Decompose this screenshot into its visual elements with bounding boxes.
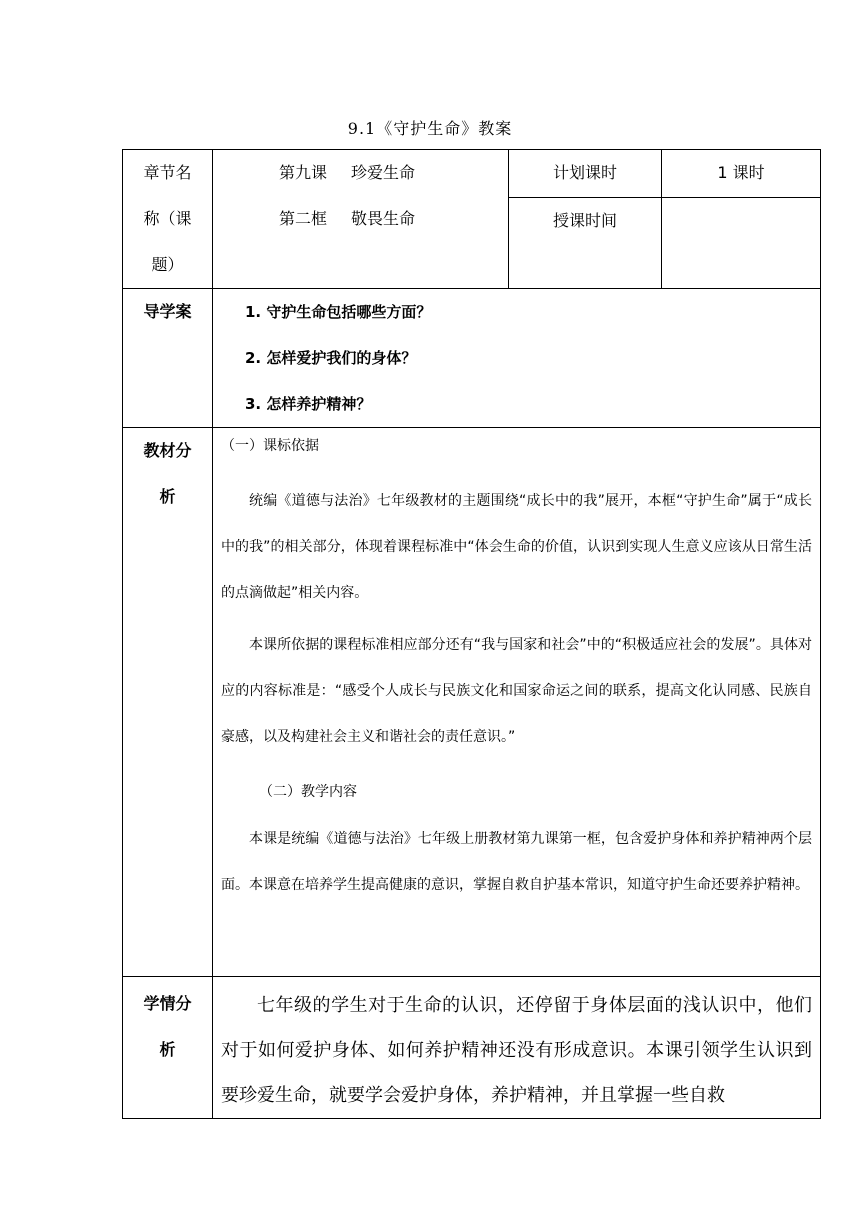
student-label-line: 析 — [159, 1040, 176, 1059]
material-label — [123, 428, 213, 977]
teaching-time-label: 授课时间 — [509, 198, 662, 289]
frame-number: 第二框 — [279, 209, 328, 228]
chapter-label-line: 题） — [151, 255, 184, 274]
chapter-row-1 — [123, 150, 821, 198]
section-heading: （一）课标依据 — [221, 438, 319, 454]
guide-label: 导学案 — [123, 289, 213, 428]
material-row — [123, 428, 821, 977]
section-heading: （二）教学内容 — [259, 784, 357, 800]
guide-question: 1. 守护生命包括哪些方面？ — [245, 303, 432, 321]
chapter-label-line: 称（课 — [143, 209, 192, 228]
lesson-line — [213, 150, 508, 196]
lesson-plan-table — [122, 149, 821, 1119]
material-label-line: 析 — [159, 487, 176, 506]
paragraph: 本课是统编《道德与法治》七年级上册教材第九课第一框，包含爱护身体和养护精神两个层面。本课意在培养学生提高健康的意识，掌握自救自护基本常识，知道守护生命还要养护精神。 — [221, 831, 812, 893]
paragraph: 本课所依据的课程标准相应部分还有“我与国家和社会”中的“积极适应社会的发展”。具体对应的内容标准是：“感受个人成长与民族文化和国家命运之间的联系，提高文化认同感、民族自豪感，以及构建社会主义和谐社会的责任意识。” — [221, 637, 812, 745]
document-title: 9.1《守护生命》教案 — [347, 119, 513, 138]
chapter-name-label — [123, 150, 213, 289]
chapter-lesson-cell — [213, 150, 509, 289]
plan-hours-label: 计划课时 — [509, 150, 662, 198]
frame-name: 敬畏生命 — [351, 209, 416, 228]
material-label-line: 教材分 — [143, 441, 192, 460]
lesson-line — [213, 196, 508, 242]
chapter-label-line: 章节名 — [143, 163, 192, 182]
student-content-cell — [213, 977, 821, 1119]
student-row — [123, 977, 821, 1119]
lesson-number: 第九课 — [279, 163, 328, 182]
student-label — [123, 977, 213, 1119]
paragraph: 统编《道德与法治》七年级教材的主题围绕“成长中的我”展开，本框“守护生命”属于“成长中的我”的相关部分，体现着课程标准中“体会生命的价值，认识到实现人生意义应该从日常生活的点滴做起”相关内容。 — [221, 493, 812, 601]
guide-questions-cell — [213, 289, 821, 428]
guide-question: 3. 怎样养护精神？ — [245, 395, 372, 413]
paragraph: 七年级的学生对于生命的认识，还停留于身体层面的浅认识中，他们对于如何爱护身体、如何养护精神还没有形成意识。本课引领学生认识到要珍爱生命，就要学会爱护身体，养护精神，并且掌握一些自救 — [221, 995, 812, 1106]
guide-row — [123, 289, 821, 428]
student-label-line: 学情分 — [143, 994, 192, 1013]
material-content-cell — [213, 428, 821, 977]
lesson-name: 珍爱生命 — [351, 163, 416, 182]
teaching-time-value — [662, 198, 821, 289]
guide-question: 2. 怎样爱护我们的身体？ — [245, 349, 417, 367]
plan-hours-value: 1 课时 — [662, 150, 821, 198]
